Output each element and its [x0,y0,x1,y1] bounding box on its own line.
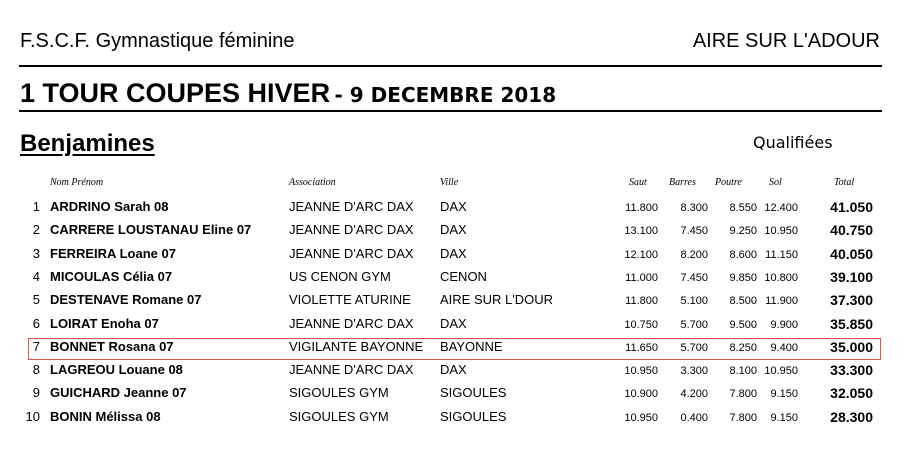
cell-name: MICOULAS Célia 07 [50,268,173,284]
cell-total: 41.050 [830,199,873,215]
cell-barres: 5.100 [680,295,708,308]
cell-ville: DAX [440,245,467,261]
cell-saut: 11.800 [625,295,658,308]
cell-poutre: 7.800 [729,411,757,424]
cell-sol: 12.400 [764,202,798,214]
cell-ville: CENON [440,268,487,284]
cell-sol: 9.900 [770,318,798,331]
cell-barres: 8.300 [680,202,708,214]
cell-total: 40.750 [830,222,873,239]
cell-total: 40.050 [830,245,873,262]
cell-association: US CENON GYM [289,268,391,284]
cell-barres: 7.450 [680,271,708,284]
cell-rank: 7 [32,338,40,354]
cell-barres: 5.700 [680,341,708,354]
cell-name: CARRERE LOUSTANAU Eline 07 [50,222,252,238]
cell-ville: SIGOULES [440,385,507,401]
cell-name: ARDRINO Sarah 08 [50,199,169,214]
top-divider [19,65,882,67]
cell-saut: 11.650 [625,341,658,354]
col-header-ville: Ville [440,177,459,188]
cell-association: JEANNE D'ARC DAX [289,315,414,331]
table-row [0,246,910,269]
cell-rank: 5 [32,292,40,308]
cell-association: VIGILANTE BAYONNE [289,338,424,354]
cell-sol: 9.400 [770,341,798,354]
cell-sol: 11.900 [765,295,798,308]
cell-name: LAGREOU Louane 08 [50,362,183,378]
page-title [20,78,556,109]
cell-name: GUICHARD Jeanne 07 [50,385,187,401]
cell-saut: 13.100 [624,225,658,238]
cell-total: 32.050 [830,385,873,402]
cell-rank: 2 [32,222,40,238]
cell-barres: 5.700 [680,318,708,331]
cell-rank: 9 [32,385,40,401]
cell-poutre: 9.500 [729,318,757,331]
cell-rank: 1 [32,199,40,214]
cell-association: JEANNE D'ARC DAX [289,245,414,261]
cell-sol: 10.950 [764,225,798,238]
cell-association: VIOLETTE ATURINE [289,292,411,308]
cell-ville: DAX [440,199,467,214]
cell-total: 35.850 [830,315,873,332]
cell-ville: BAYONNE [440,338,503,354]
col-header-total: Total [834,177,855,188]
cell-total: 28.300 [830,408,873,425]
table-row [0,316,910,339]
cell-rank: 6 [32,315,40,331]
table-row [0,385,910,408]
cell-total: 33.300 [830,362,873,379]
cell-sol: 9.150 [770,411,798,424]
cell-sol: 10.800 [764,271,798,284]
cell-poutre: 9.250 [729,225,757,238]
cell-poutre: 8.550 [729,202,757,214]
cell-name: BONIN Mélissa 08 [50,408,161,424]
col-header-name: Nom Prénom [50,177,104,188]
cell-name: LOIRAT Enoha 07 [50,315,159,331]
cell-barres: 8.200 [680,248,708,261]
cell-total: 39.100 [830,268,873,285]
cell-total: 35.000 [830,338,873,355]
col-header-saut: Saut [629,177,647,188]
table-row [0,199,910,222]
competition-date: - 9 DECEMBRE 2018 [334,83,557,107]
table-row [0,362,910,385]
cell-association: JEANNE D'ARC DAX [289,199,414,214]
cell-saut: 10.950 [624,411,658,424]
cell-name: DESTENAVE Romane 07 [50,292,202,308]
cell-association: JEANNE D'ARC DAX [289,362,414,378]
cell-poutre: 8.250 [729,341,757,354]
cell-barres: 0.400 [680,411,708,424]
cell-ville: SIGOULES [440,408,507,424]
cell-barres: 3.300 [680,365,708,378]
cell-saut: 11.000 [625,271,658,284]
competition-title: 1 TOUR COUPES HIVER [20,78,331,108]
cell-rank: 4 [32,268,40,284]
cell-saut: 10.750 [624,318,658,331]
col-header-poutre: Poutre [715,177,742,188]
table-row [0,409,910,432]
cell-total: 37.300 [830,292,873,309]
cell-poutre: 8.500 [729,295,757,308]
table-row [0,339,910,362]
cell-poutre: 7.800 [729,388,757,401]
cell-poutre: 9.850 [729,271,757,284]
cell-ville: DAX [440,222,467,238]
cell-sol: 10.950 [764,365,798,378]
cell-rank: 3 [32,245,40,261]
cell-poutre: 8.100 [729,365,757,378]
cell-rank: 10 [25,408,40,424]
cell-association: JEANNE D'ARC DAX [289,222,414,238]
cell-poutre: 8.600 [729,248,757,261]
table-row [0,222,910,245]
cell-sol: 11.150 [765,248,798,261]
cell-barres: 7.450 [680,225,708,238]
cell-rank: 8 [32,362,40,378]
cell-association: SIGOULES GYM [289,385,389,401]
title-divider [19,110,882,112]
cell-ville: DAX [440,362,467,378]
cell-saut: 10.950 [624,365,658,378]
cell-saut: 12.100 [624,248,658,261]
table-row [0,292,910,315]
cell-saut: 11.800 [625,202,658,214]
qualified-label: Qualifiées [753,133,833,152]
category-heading: Benjamines [20,130,155,157]
cell-association: SIGOULES GYM [289,408,389,424]
cell-saut: 10.900 [624,388,658,401]
col-header-barres: Barres [669,177,696,188]
cell-name: FERREIRA Loane 07 [50,245,176,261]
col-header-sol: Sol [769,177,782,188]
cell-sol: 9.150 [770,388,798,401]
location-label: AIRE SUR L'ADOUR [692,30,880,52]
cell-name: BONNET Rosana 07 [50,338,174,354]
cell-ville: AIRE SUR L'DOUR [440,292,554,308]
cell-barres: 4.200 [680,388,708,401]
table-row [0,269,910,292]
col-header-association: Association [289,177,336,188]
organization-label: F.S.C.F. Gymnastique féminine [20,30,295,52]
cell-ville: DAX [440,315,467,331]
